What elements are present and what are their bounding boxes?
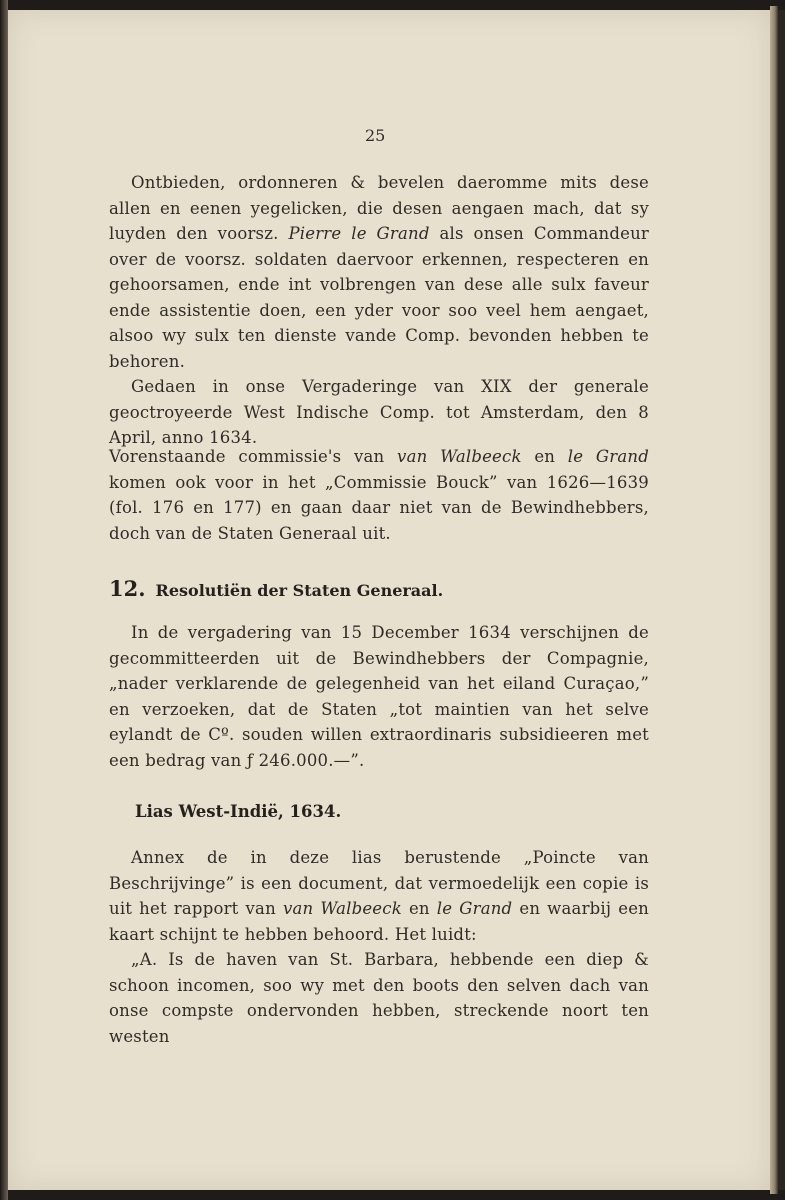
- italic-name: le Grand: [567, 447, 649, 466]
- text-run: Annex de in deze lias berustende „Poincte van Beschrijvinge” is een document, dat vermoedelijk een copie is uit het rapport van: [109, 848, 649, 918]
- text-run: komen ook voor in het „Commissie Bouck” van 1626—1639 (fol. 176 en 177) en gaan daar niet van de Bewindhebbers, doch van de Staten Generaal uit.: [109, 472, 649, 543]
- text-run: en: [401, 899, 437, 918]
- paragraph-annex: [109, 845, 649, 947]
- text-block-lias: [109, 845, 649, 1049]
- page-number: 25: [365, 126, 386, 145]
- italic-name: le Grand: [436, 899, 513, 918]
- italic-name: Pierre le Grand: [288, 224, 430, 243]
- paragraph-vergadering: In de vergadering van 15 December 1634 verschijnen de gecommitteerden uit de Bewindhebbers der Compagnie, „nader verklarende de gelegenheid van het eiland Curaçao,” en verzoeken, dat de Staten „tot maintien van het selve eylandt de Cº. souden willen extraordinaris subsidieeren met een bedrag van ƒ 246.000.—”.: [109, 623, 649, 770]
- subheading-lias: Lias West-Indië, 1634.: [135, 802, 342, 821]
- paragraph-vorenstaande: [109, 444, 649, 546]
- text-block-top: [109, 170, 649, 451]
- paragraph-gedaen: Gedaen in onse Vergaderinge van XIX der generale geoctroyeerde West Indische Comp. tot Amsterdam, den 8 April, anno 1634.: [109, 377, 649, 447]
- text-block-commentary: [109, 444, 649, 546]
- section-number: 12.: [109, 576, 146, 601]
- text-block-resolutions: [109, 620, 649, 773]
- page-edge-right: [770, 6, 778, 1194]
- section-heading-12: [109, 576, 443, 601]
- scan-border-left: [0, 0, 8, 1200]
- text-run: en waarbij een kaart schijnt te hebben behoord. Het luidt:: [109, 899, 649, 944]
- section-title: Resolutiën der Staten Generaal.: [155, 581, 444, 600]
- text-run: Ontbieden, ordonneren & bevelen daeromme mits dese allen en eenen yegelicken, die desen aengaen mach, dat sy luyden den voorsz.: [109, 173, 649, 243]
- text-run: Vorenstaande commissie's van: [109, 447, 398, 466]
- text-run: en: [521, 447, 568, 466]
- paragraph-commission-end: [109, 170, 649, 374]
- italic-name: van Walbeeck: [282, 899, 402, 918]
- scan-border-top: [0, 0, 785, 10]
- paragraph-haven: „A. Is de haven van St. Barbara, hebbende een diep & schoon incomen, soo wy met den boots den selven dach van onse compste ondervonden hebben, streckende noort ten westen: [109, 950, 649, 1046]
- scan-border-bottom: [0, 1190, 785, 1200]
- italic-name: van Walbeeck: [397, 447, 522, 466]
- text-run: als onsen Commandeur over de voorsz. soldaten daervoor erkennen, respecteren en gehoorsamen, ende int volbrengen van dese alle sulx faveur ende assistentie doen, een yder voor soo veel hem aengaet, alsoo wy sulx ten dienste vande Comp. bevonden hebben te behoren.: [109, 224, 650, 371]
